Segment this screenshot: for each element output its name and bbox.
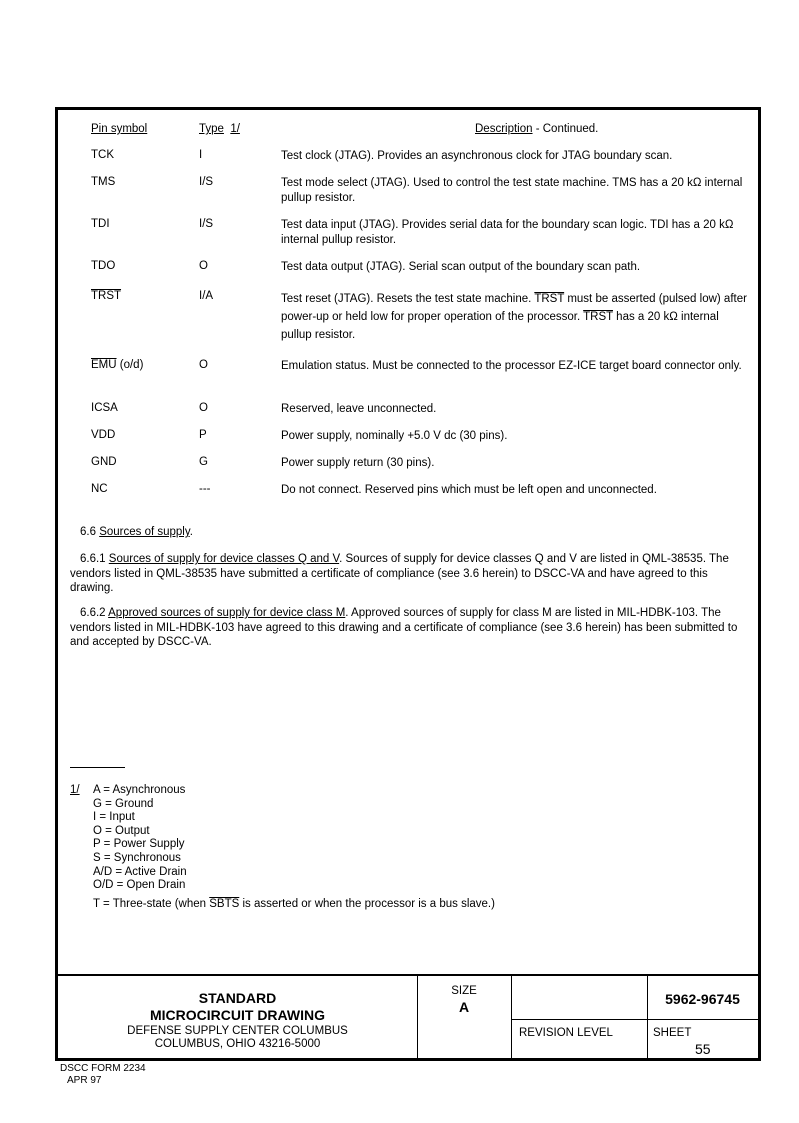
pin-type: O (199, 260, 208, 272)
pin-description: Test data input (JTAG). Provides serial data for the boundary scan logic. TDI has a 20 kΩ internal pullup resistor. (281, 219, 734, 246)
agency-name: DEFENSE SUPPLY CENTER COLUMBUS (127, 1025, 348, 1037)
footnote-rule (70, 767, 125, 768)
pin-description: Reserved, leave unconnected. (281, 403, 437, 415)
section-6-6: 6.6 Sources of supply. (80, 526, 193, 538)
type-footnote-ref: 1/ (230, 123, 240, 135)
list-item: O = Output (93, 824, 150, 837)
pin-type: O (199, 402, 208, 414)
pin-description: Test clock (JTAG). Provides an asynchronous clock for JTAG boundary scan. (281, 150, 673, 162)
pin-symbol: TRST (91, 290, 122, 302)
list-item: S = Synchronous (93, 851, 181, 864)
drawing-number: 5962-96745 (665, 991, 740, 1007)
pin-description: Emulation status. Must be connected to the processor EZ-ICE target board connector only. (281, 360, 742, 372)
pin-description: Test mode select (JTAG). Used to control the test state machine. TMS has a 20 kΩ internal pullup resistor. (281, 177, 743, 204)
pin-type: O (199, 359, 208, 371)
agency-address: COLUMBUS, OHIO 43216-5000 (154, 1038, 321, 1050)
title-block (58, 974, 758, 1060)
divider (647, 976, 648, 1060)
section-6-6-1: 6.6.1 Sources of supply for device classes Q and V. Sources of supply for device classes Q and V are listed in QML-38535. The vendors listed in QML-38535 have submitted a certificate of compliance (see 3.6 herein) to DSCC-VA and have agreed to this drawing. (70, 553, 729, 594)
pin-symbol: TMS (91, 176, 116, 188)
pin-symbol: TDI (91, 218, 110, 230)
pin-type: P (199, 429, 207, 441)
section-6-6-2: 6.6.2 Approved sources of supply for device class M. Approved sources of supply for class M are listed in MIL-HDBK-103. The vendors listed in MIL-HDBK-103 have agreed to this drawing and a certificate of compliance (see 3.6 herein) has been submitted to and accepted by DSCC-VA. (70, 607, 738, 648)
list-item: P = Power Supply (93, 838, 185, 851)
form-number: DSCC FORM 2234 (60, 1063, 146, 1074)
section-title: Approved sources of supply for device class M (108, 607, 346, 619)
footnote-mark: 1/ (70, 784, 80, 796)
pin-symbol: TDO (91, 260, 116, 272)
size-value: A (458, 999, 470, 1015)
type-label: Type (199, 123, 224, 135)
divider (511, 1019, 758, 1020)
list-item: A = Asynchronous (93, 784, 186, 796)
pin-symbol-header (91, 122, 147, 136)
divider (511, 976, 512, 1060)
sheet-label: SHEET (653, 1027, 692, 1039)
pin-symbol: NC (91, 483, 108, 495)
section-title: Sources of supply (99, 526, 190, 538)
pin-type: I (199, 149, 203, 161)
pin-symbol: $\overline{EMU}$ (o/d) (91, 359, 144, 371)
list-item: I = Input (93, 811, 135, 824)
list-item: G = Ground (93, 797, 154, 810)
sheet-number: 55 (695, 1041, 711, 1057)
continued-label: - Continued. (532, 123, 599, 135)
pin-type: I/S (199, 176, 214, 188)
pin-type: I/A (199, 290, 214, 302)
pin-symbol: TCK (91, 149, 114, 161)
standard-label: STANDARD (198, 990, 277, 1006)
pin-symbol-label: Pin symbol (91, 123, 148, 135)
section-title: Sources of supply for device classes Q and V (108, 553, 340, 565)
pin-symbol: ICSA (91, 402, 118, 414)
list-item: O/D = Open Drain (93, 879, 186, 892)
trst-signal: TRST (534, 293, 565, 305)
form-id (60, 1063, 146, 1087)
list-item: T = Three-state (when SBTS is asserted or when the processor is a bus slave.) (93, 897, 495, 910)
revision-level-label: REVISION LEVEL (519, 1027, 613, 1039)
form-date: APR 97 (67, 1075, 102, 1086)
sbts-signal: SBTS (209, 897, 240, 910)
pin-type: --- (199, 483, 211, 495)
description-label: Description (475, 123, 533, 135)
size-label: SIZE (451, 985, 477, 997)
pin-description: Power supply return (30 pins). (281, 457, 435, 469)
drawing-frame (55, 107, 761, 1061)
pin-description: Do not connect. Reserved pins which must be left open and unconnected. (281, 484, 657, 496)
footnote-list (93, 784, 495, 911)
list-item: A/D = Active Drain (93, 865, 187, 878)
pin-description: Test reset (JTAG). Resets the test state machine. TRST must be asserted (pulsed low) after power-up or held low for proper operation of the processor. TRST has a 20 kΩ internal pullup resistor. (281, 293, 747, 341)
pin-type: G (199, 456, 208, 468)
type-header (199, 122, 240, 136)
drawing-title: MICROCIRCUIT DRAWING (150, 1007, 325, 1023)
trst-signal: TRST (583, 311, 613, 323)
pin-description: Test data output (JTAG). Serial scan output of the boundary scan path. (281, 261, 641, 273)
pin-type: I/S (199, 218, 214, 230)
description-header (475, 122, 598, 136)
pin-symbol: GND (91, 456, 117, 468)
pin-symbol: VDD (91, 429, 116, 441)
pin-description: Power supply, nominally +5.0 V dc (30 pins). (281, 430, 508, 442)
